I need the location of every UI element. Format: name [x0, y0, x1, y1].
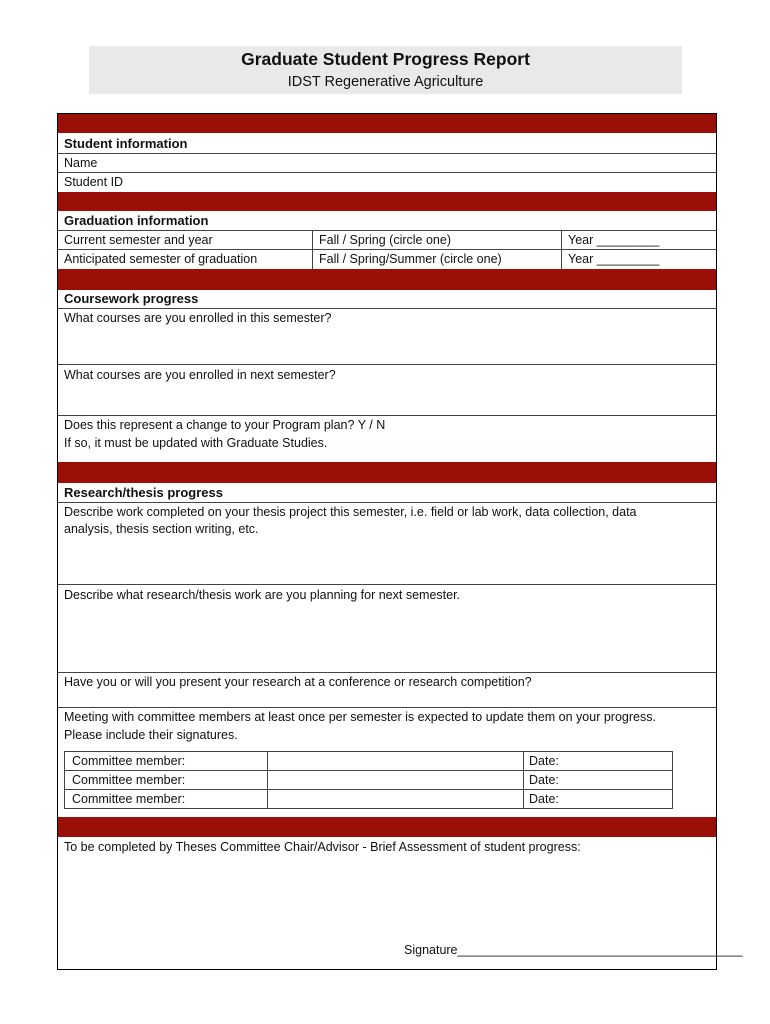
section-band: [58, 269, 716, 290]
committee-date-field[interactable]: Date:: [529, 792, 559, 806]
student-id-field[interactable]: Student ID: [64, 175, 124, 189]
research-heading: Research/thesis progress: [64, 485, 223, 500]
program-plan-note: If so, it must be updated with Graduate Studies.: [64, 436, 328, 450]
coursework-heading: Coursework progress: [64, 291, 199, 306]
progress-form: [57, 113, 743, 970]
committee-meeting-note: Meeting with committee members at least once per semester is expected to update them on your progress.: [64, 710, 656, 724]
next-courses-question[interactable]: What courses are you enrolled in next semester?: [64, 368, 336, 382]
committee-signature-cell[interactable]: [268, 752, 523, 770]
committee-member-label: Committee member:: [72, 754, 186, 768]
section-band: [58, 817, 716, 837]
graduation-year-field[interactable]: Year _________: [568, 252, 660, 266]
committee-signature-cell[interactable]: [268, 771, 523, 789]
report-header: [89, 46, 682, 94]
advisor-signature-line[interactable]: Signature_________________________________________: [404, 943, 743, 957]
graduation-semester-label: Anticipated semester of graduation: [64, 252, 258, 266]
committee-member-label: Committee member:: [72, 773, 186, 787]
planned-work-question[interactable]: Describe what research/thesis work are you planning for next semester.: [64, 588, 461, 602]
graduation-info-heading: Graduation information: [64, 213, 209, 228]
student-info-heading: Student information: [64, 136, 188, 151]
current-semester-label: Current semester and year: [64, 233, 213, 247]
committee-signature-note: Please include their signatures.: [64, 728, 238, 742]
work-completed-question-cont: analysis, thesis section writing, etc.: [64, 522, 259, 536]
report-subtitle: IDST Regenerative Agriculture: [287, 74, 484, 90]
current-year-field[interactable]: Year _________: [568, 233, 660, 247]
current-semester-options[interactable]: Fall / Spring (circle one): [319, 233, 451, 247]
section-band: [58, 462, 716, 483]
conference-question[interactable]: Have you or will you present your research at a conference or research competition?: [64, 675, 532, 689]
program-plan-question[interactable]: Does this represent a change to your Program plan? Y / N: [64, 418, 386, 432]
section-band: [58, 114, 716, 133]
committee-table: [64, 751, 673, 809]
name-field[interactable]: Name: [64, 156, 98, 170]
advisor-assessment-prompt[interactable]: To be completed by Theses Committee Chair/Advisor - Brief Assessment of student progress:: [64, 840, 581, 854]
graduation-semester-options[interactable]: Fall / Spring/Summer (circle one): [319, 252, 502, 266]
work-completed-question[interactable]: Describe work completed on your thesis project this semester, i.e. field or lab work, data collection, data: [64, 505, 637, 519]
committee-date-field[interactable]: Date:: [529, 773, 559, 787]
current-courses-question[interactable]: What courses are you enrolled in this semester?: [64, 311, 332, 325]
section-band: [58, 192, 716, 211]
committee-member-label: Committee member:: [72, 792, 186, 806]
report-title: Graduate Student Progress Report: [241, 49, 530, 69]
committee-signature-cell[interactable]: [268, 790, 523, 808]
committee-date-field[interactable]: Date:: [529, 754, 559, 768]
